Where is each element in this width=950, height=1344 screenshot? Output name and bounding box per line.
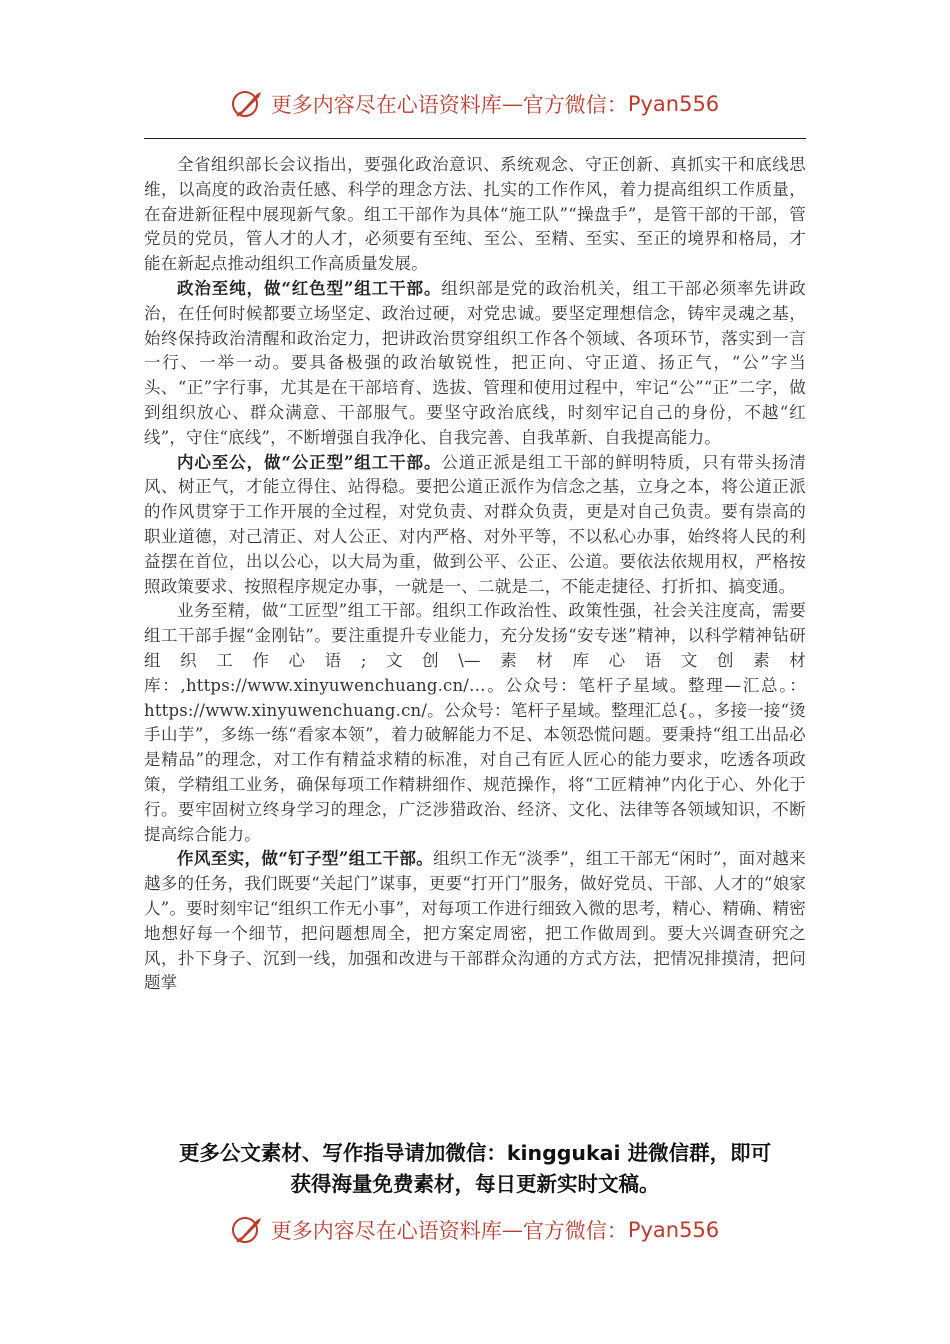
paragraph-4-text: 业务至精，做“工匠型”组工干部。组织工作政治性、政策性强，社会关注度高，需要组工干部手握“金刚钻”。要注重提升专业能力，充分发扬“安专迷”精神，以科学精神钻研组织工作心语;文创\—素材库心语文创素材库：,https://www.xinyuwenchuang.cn/…。公众号：笔杆子星域。整理—汇总。：https://www.xinyuwenchuang.cn/。公众号：笔杆子星域。整理汇总{。，多接一接“烫手山芋”，多练一练“看家本领”，着力破解能力不足、本领恐慌问题。要秉持“组工出品必是精品”的理念，对工作有精益求精的标准，对自己有匠人匠心的能力要求，吃透各项政策，学精组工业务，确保每项工作精耕细作、规范操作，将“工匠精神”内化于心、外化于行。要牢固树立终身学习的理念，广泛涉猎政治、经济、文化、法律等各领域知识，不断提高综合能力。 <box>144 601 806 844</box>
paragraph-4 <box>144 599 806 847</box>
paragraph-2-text: 组织部是党的政治机关，组工干部必须率先讲政治，在任何时候都要立场坚定、政治过硬，对党忠诚。要坚定理想信念，铸牢灵魂之基，始终保持政治清醒和政治定力，把讲政治贯穿组织工作各个领域、各项环节，落实到一言一行、一举一动。要具备极强的政治敏锐性，把正向、守正道、扬正气，“公”字当头、“正”字行事，尤其是在干部培育、选拔、管理和使用过程中，牢记“公”“正”二字，做到组织放心、群众满意、干部服气。要坚守政治底线，时刻牢记自己的身份，不越“红线”，守住“底线”，不断增强自我净化、自我完善、自我革新、自我提高能力。 <box>144 278 806 447</box>
header-contact-label: 官方微信： <box>522 93 628 117</box>
footer-brand-text: 更多内容尽在心语资料库 <box>270 1219 502 1243</box>
promo-line-2: 获得海量免费素材，每日更新实时文稿。 <box>290 1172 660 1196</box>
paragraph-3-lead: 内心至公，做“公正型”组工干部。 <box>177 452 442 472</box>
header-contact-id: Pyan556 <box>627 92 720 116</box>
promo-line-1: 更多公文素材、写作指导请加微信：kinggukai 进微信群，即可 <box>178 1141 772 1165</box>
header-separator: — <box>501 92 523 116</box>
promo-banner <box>0 1138 950 1200</box>
page-header <box>0 84 950 124</box>
paragraph-3 <box>144 451 806 600</box>
header-brand-text: 更多内容尽在心语资料库 <box>270 93 502 117</box>
article-body <box>144 153 806 996</box>
paragraph-2-lead: 政治至纯，做“红色型”组工干部。 <box>177 278 442 298</box>
footer-contact-id: Pyan556 <box>627 1218 720 1242</box>
paragraph-1 <box>144 153 806 277</box>
header-divider <box>144 138 806 139</box>
paragraph-5-text: 组织工作无“淡季”，组工干部无“闲时”，面对越来越多的任务，我们既要“关起门”谋事，更要“打开门”服务，做好党员、干部、人才的“娘家人”。要时刻牢记“组织工作无小事”，对每项工作进行细致入微的思考，精心、精确、精密地想好每一个细节，把问题想周全，把方案定周密，把工作做周到。要大兴调查研究之风，扑下身子、沉到一线，加强和改进与干部群众沟通的方式方法，把情况排摸清，把问题掌 <box>144 849 806 993</box>
paragraph-3-text: 公道正派是组工干部的鲜明特质，只有带头扬清风、树正气，才能立得住、站得稳。要把公道正派作为信念之基，立身之本，将公道正派的作风贯穿于工作开展的全过程，对党负责、对群众负责，更是对自己负责。要有崇高的职业道德，对己清正、对人公正、对内严格、对外平等，不以私心办事，始终将人民的利益摆在首位，出以公心，以大局为重，做到公平、公正、公道。要依法依规用权，严格按照政策要求、按照程序规定办事，一就是一、二就是二，不能走捷径、打折扣、搞变通。 <box>144 452 806 596</box>
paragraph-5 <box>144 847 806 996</box>
header-logo <box>231 88 719 120</box>
footer-separator: — <box>501 1218 523 1242</box>
page-footer <box>0 1210 950 1250</box>
paragraph-5-lead: 作风至实，做“钉子型”组工干部。 <box>177 849 434 869</box>
footer-contact-label: 官方微信： <box>522 1219 628 1243</box>
quill-pen-icon <box>231 88 265 120</box>
footer-logo <box>231 1214 719 1246</box>
paragraph-1-text: 全省组织部长会议指出，要强化政治意识、系统观念、守正创新、真抓实干和底线思维，以高度的政治责任感、科学的理念方法、扎实的工作作风，着力提高组织工作质量，在奋进新征程中展现新气象。组工干部作为具体“施工队”“操盘手”，是管干部的干部，管党员的党员，管人才的人才，必须要有至纯、至公、至精、至实、至正的境界和格局，才能在新起点推动组织工作高质量发展。 <box>144 155 806 274</box>
paragraph-2 <box>144 277 806 451</box>
quill-pen-icon <box>231 1214 265 1246</box>
